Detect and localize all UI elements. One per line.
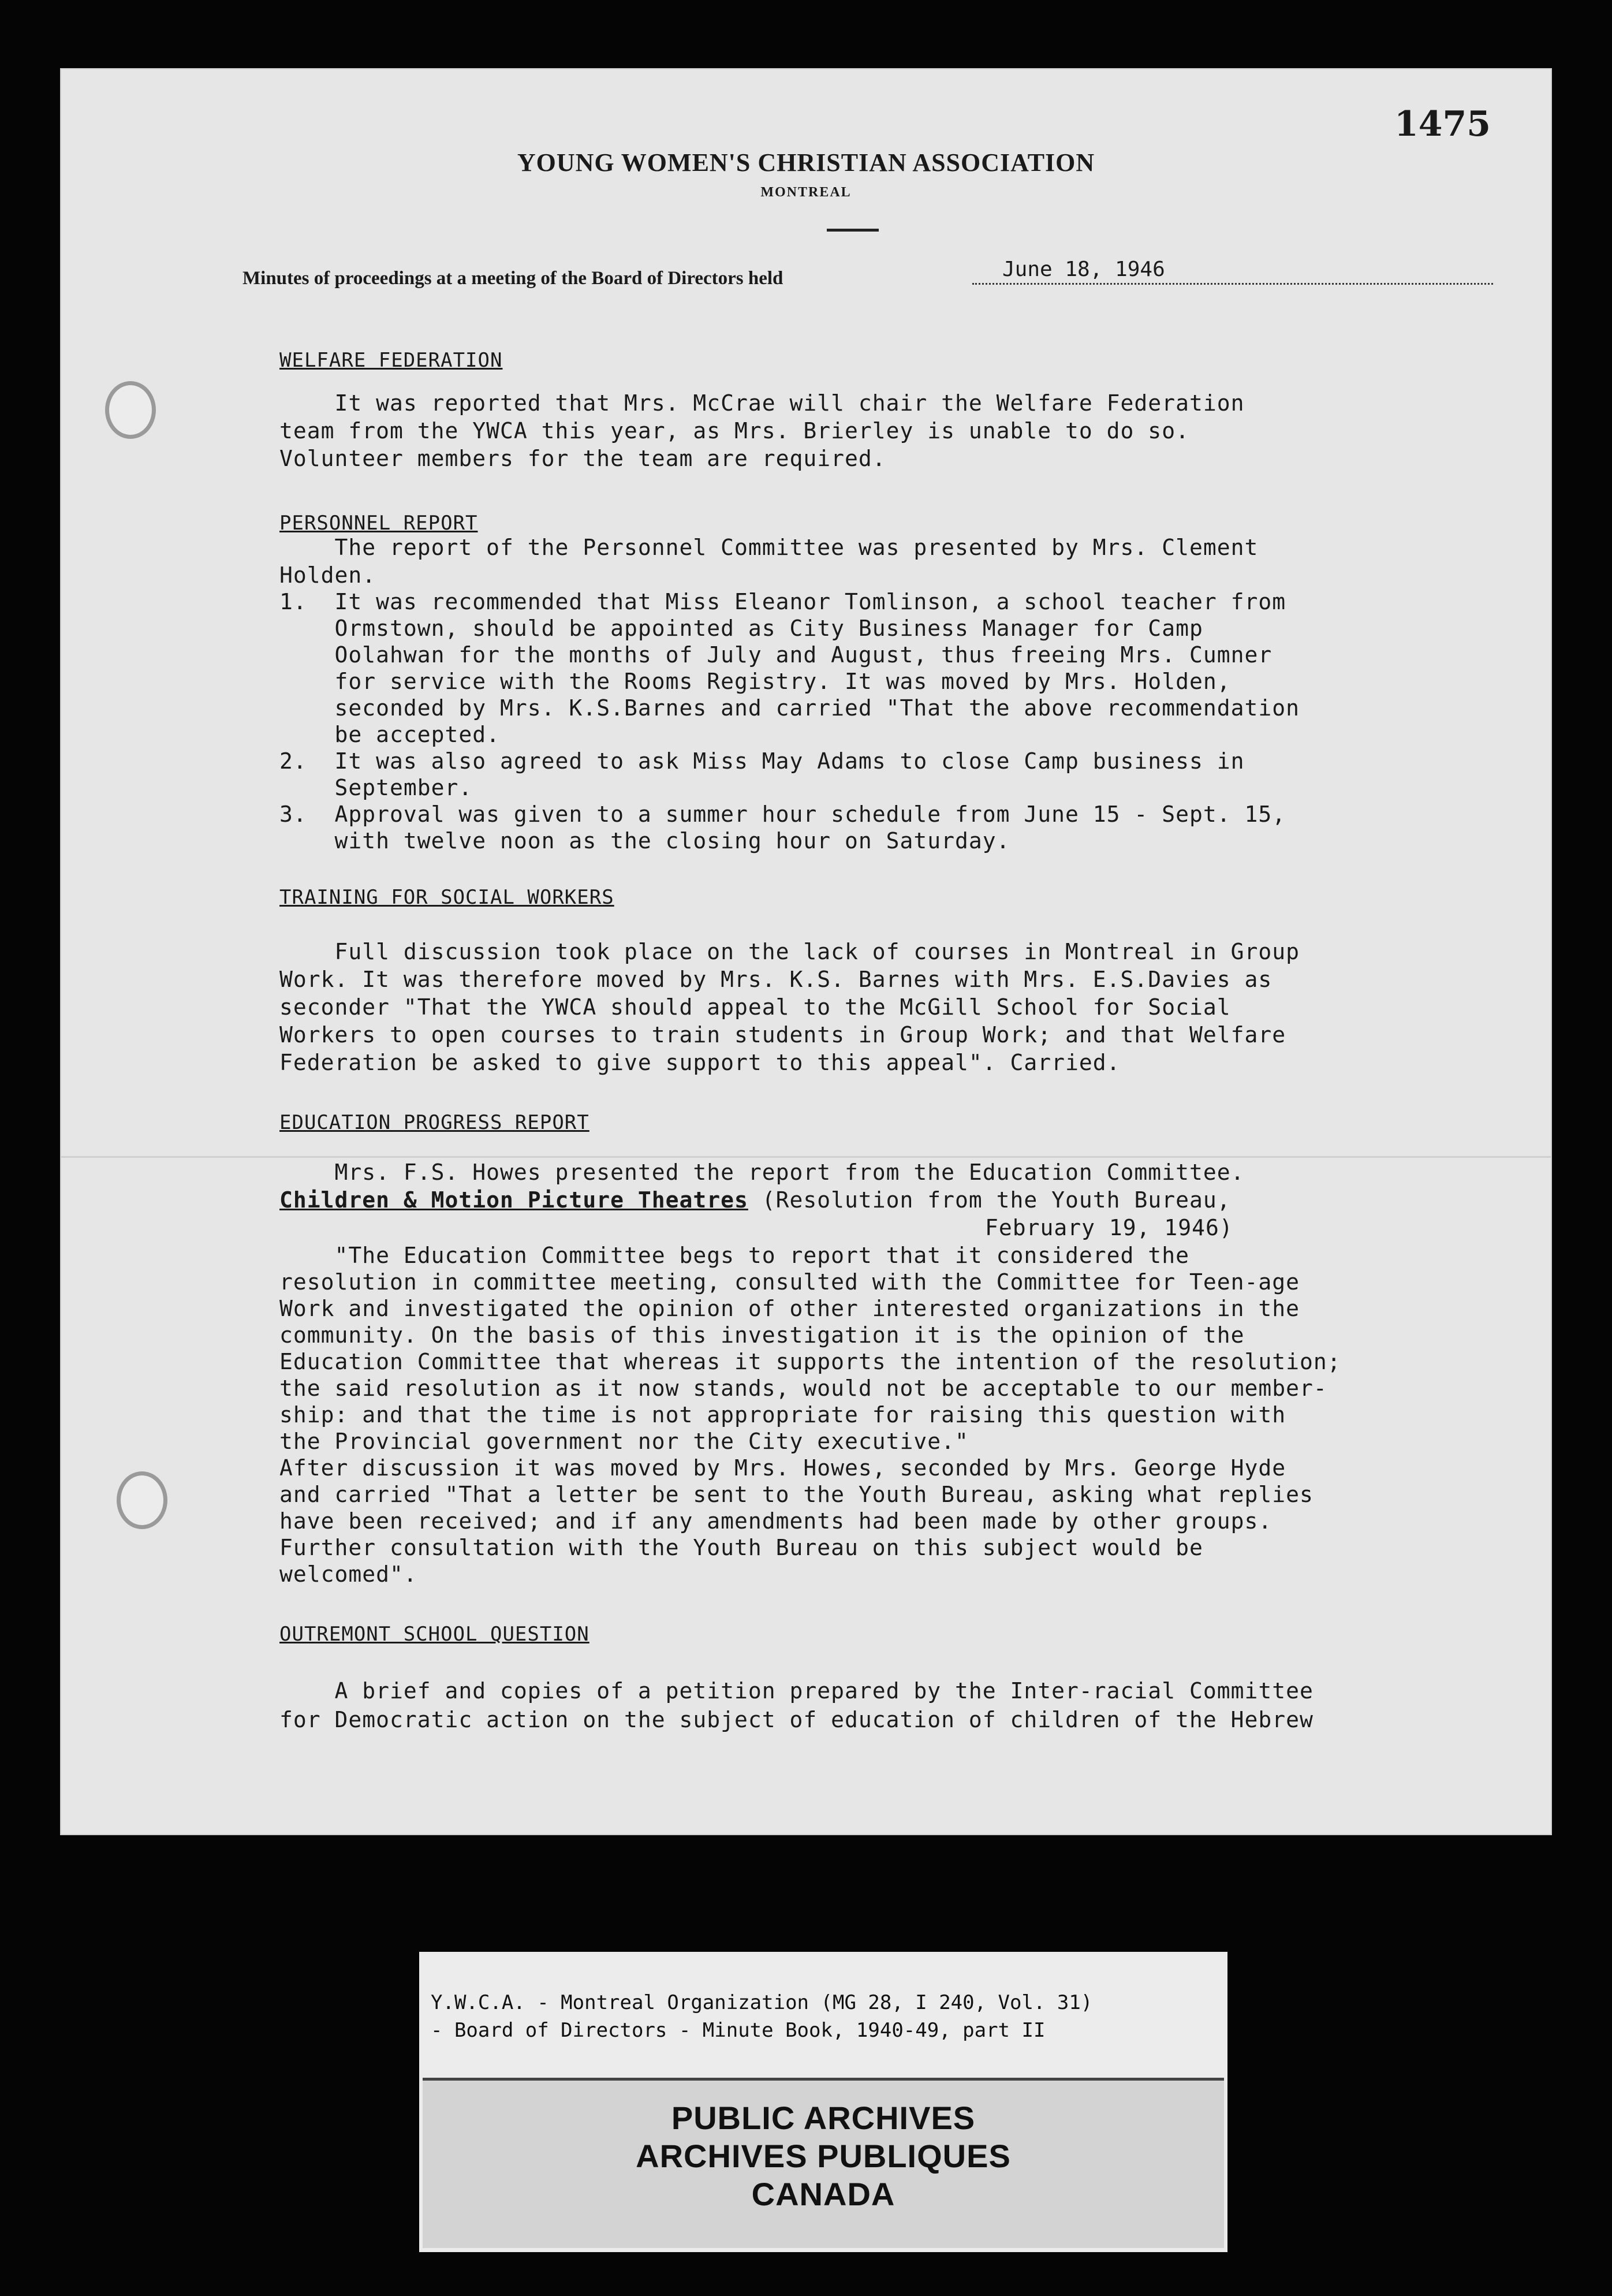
education-line: have been received; and if any amendments had been made by other groups. bbox=[279, 1508, 1273, 1534]
meeting-date: June 18, 1946 bbox=[1002, 258, 1165, 281]
date-rule bbox=[972, 283, 1493, 285]
education-line: resolution in committee meeting, consulted with the Committee for Teen-age bbox=[279, 1269, 1300, 1295]
outremont-line: for Democratic action on the subject of education of children of the Hebrew bbox=[279, 1707, 1314, 1732]
training-line: Work. It was therefore moved by Mrs. K.S. Barnes with Mrs. E.S.Davies as bbox=[279, 967, 1273, 992]
personnel-line: 2. It was also agreed to ask Miss May Adams to close Camp business in bbox=[279, 748, 1245, 774]
welfare-line: It was reported that Mrs. McCrae will chair the Welfare Federation bbox=[279, 390, 1245, 416]
education-line: the said resolution as it now stands, would not be acceptable to our member- bbox=[279, 1376, 1327, 1401]
public-archives-stamp bbox=[423, 2078, 1224, 2248]
training-line: Federation be asked to give support to this appeal". Carried. bbox=[279, 1050, 1121, 1075]
education-line: and carried "That a letter be sent to the Youth Bureau, asking what replies bbox=[279, 1482, 1314, 1507]
minutes-page bbox=[60, 68, 1552, 1835]
personnel-line: seconded by Mrs. K.S.Barnes and carried "That the above recommendation bbox=[279, 695, 1300, 721]
personnel-line: Oolahwan for the months of July and August, thus freeing Mrs. Cumner bbox=[279, 642, 1273, 668]
stamp-line: CANADA bbox=[751, 2176, 895, 2212]
section-heading-training: TRAINING FOR SOCIAL WORKERS bbox=[279, 886, 614, 909]
section-heading-welfare: WELFARE FEDERATION bbox=[279, 349, 503, 372]
section-heading-education: EDUCATION PROGRESS REPORT bbox=[279, 1111, 589, 1134]
caption-line: - Board of Directors - Minute Book, 1940-49, part II bbox=[431, 2019, 1046, 2042]
section-heading-personnel: PERSONNEL REPORT bbox=[279, 512, 478, 535]
stamp-line: ARCHIVES PUBLIQUES bbox=[636, 2138, 1011, 2174]
education-resolution: (Resolution from the Youth Bureau, bbox=[748, 1187, 1231, 1213]
org-city: MONTREAL bbox=[760, 185, 852, 200]
education-line: Work and investigated the opinion of other interested organizations in the bbox=[279, 1296, 1300, 1321]
personnel-line: The report of the Personnel Committee was presented by Mrs. Clement bbox=[279, 535, 1259, 560]
education-line: "The Education Committee begs to report that it considered the bbox=[279, 1243, 1189, 1268]
education-line: the Provincial government nor the City executive." bbox=[279, 1429, 969, 1454]
welfare-line: team from the YWCA this year, as Mrs. Brierley is unable to do so. bbox=[279, 418, 1189, 443]
education-intro: Mrs. F.S. Howes presented the report from the Education Committee. bbox=[279, 1160, 1245, 1185]
education-line: welcomed". bbox=[279, 1561, 417, 1587]
education-line: Education Committee that whereas it supports the intention of the resolution; bbox=[279, 1349, 1341, 1374]
education-line: Further consultation with the Youth Bureau on this subject would be bbox=[279, 1535, 1203, 1560]
personnel-line: 3. Approval was given to a summer hour schedule from June 15 - Sept. 15, bbox=[279, 802, 1286, 827]
section-heading-outremont: OUTREMONT SCHOOL QUESTION bbox=[279, 1623, 589, 1646]
personnel-line: with twelve noon as the closing hour on Saturday. bbox=[279, 828, 1010, 853]
education-subheading: Children & Motion Picture Theatres bbox=[279, 1187, 748, 1213]
personnel-line: Ormstown, should be appointed as City Business Manager for Camp bbox=[279, 616, 1203, 641]
education-resolution-date: February 19, 1946) bbox=[985, 1215, 1233, 1240]
org-name: YOUNG WOMEN'S CHRISTIAN ASSOCIATION bbox=[517, 148, 1095, 177]
caption-line: Y.W.C.A. - Montreal Organization (MG 28, I 240, Vol. 31) bbox=[431, 1991, 1093, 2014]
education-line: ship: and that the time is not appropriate for raising this question with bbox=[279, 1402, 1286, 1427]
personnel-line: 1. It was recommended that Miss Eleanor Tomlinson, a school teacher from bbox=[279, 589, 1286, 614]
personnel-line: be accepted. bbox=[279, 722, 501, 747]
welfare-line: Volunteer members for the team are required. bbox=[279, 446, 886, 471]
stamp-line: PUBLIC ARCHIVES bbox=[671, 2100, 976, 2136]
education-line: After discussion it was moved by Mrs. Howes, seconded by Mrs. George Hyde bbox=[279, 1455, 1286, 1481]
training-line: seconder "That the YWCA should appeal to the McGill School for Social bbox=[279, 994, 1231, 1020]
education-line: community. On the basis of this investigation it is the opinion of the bbox=[279, 1322, 1245, 1348]
training-line: Full discussion took place on the lack of courses in Montreal in Group bbox=[279, 939, 1300, 964]
personnel-line: Holden. bbox=[279, 562, 376, 588]
outremont-line: A brief and copies of a petition prepared by the Inter-racial Committee bbox=[279, 1678, 1314, 1704]
personnel-line: September. bbox=[279, 775, 473, 800]
punch-hole-icon bbox=[105, 381, 156, 439]
archive-caption-card bbox=[419, 1952, 1227, 2252]
punch-hole-icon bbox=[117, 1471, 167, 1529]
education-subheading-line bbox=[279, 1187, 1231, 1213]
personnel-line: for service with the Rooms Registry. It was moved by Mrs. Holden, bbox=[279, 669, 1231, 694]
training-line: Workers to open courses to train students in Group Work; and that Welfare bbox=[279, 1022, 1286, 1048]
page-fold-line bbox=[61, 1156, 1551, 1158]
header-rule bbox=[827, 229, 879, 232]
page-number: 1475 bbox=[1394, 104, 1491, 144]
minutes-label: Minutes of proceedings at a meeting of the Board of Directors held bbox=[242, 268, 783, 289]
